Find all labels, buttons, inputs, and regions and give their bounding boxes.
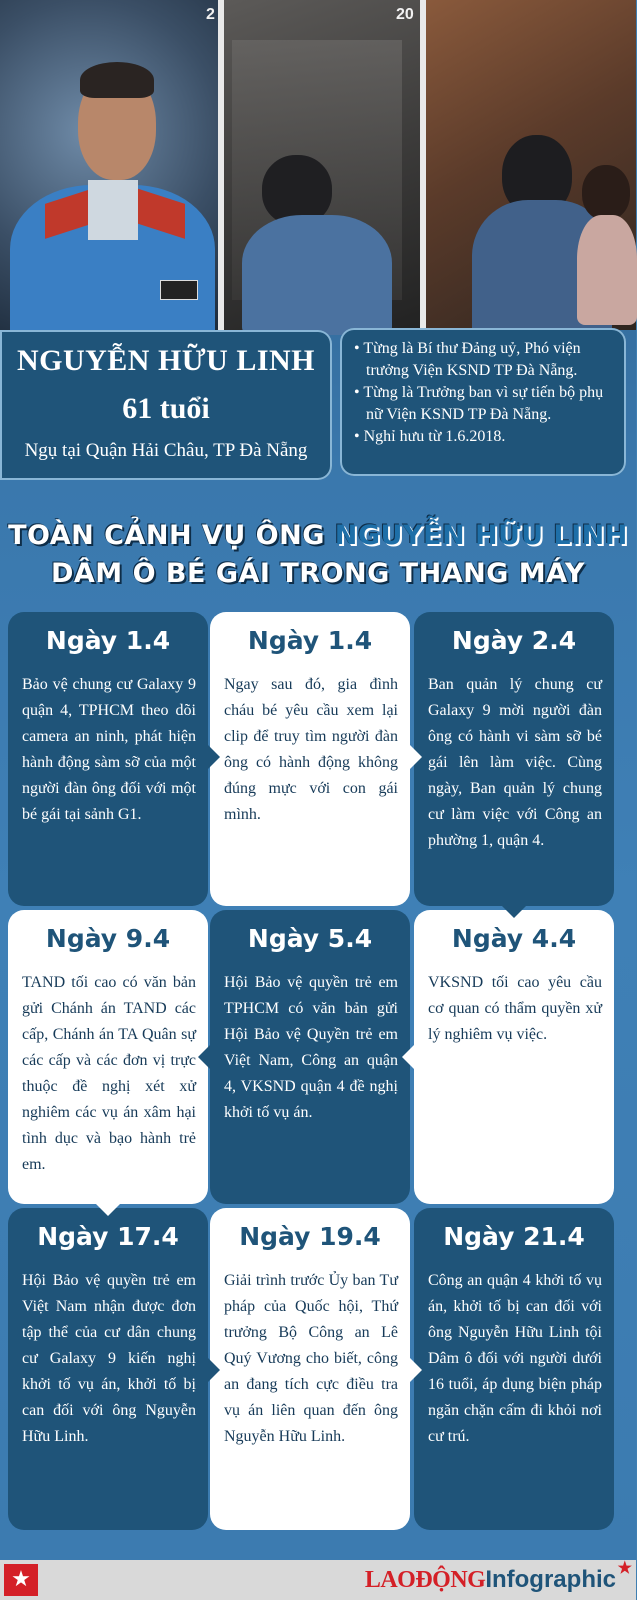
flow-arrow-right	[410, 745, 422, 769]
headline-prefix: TOÀN CẢNH VỤ ÔNG	[8, 520, 335, 551]
brand-section: Infographic	[485, 1566, 616, 1593]
event-text: Ngay sau đó, gia đình cháu bé yêu cầu xem lại clip để truy tìm người đàn ông có hành động không đúng mực với con gái mình.	[224, 676, 398, 823]
event-date: Ngày 17.4	[37, 1222, 179, 1251]
footer	[0, 1560, 636, 1600]
newspaper-logo-icon: ★	[4, 1564, 38, 1596]
hair-shape	[80, 62, 154, 98]
event-text: Bảo vệ chung cư Galaxy 9 quận 4, TPHCM theo dõi camera an ninh, phát hiện hành động sàm sỡ của một người đàn ông đối với một bé gái tại sảnh G1.	[22, 676, 196, 823]
event-text: TAND tối cao có văn bản gửi Chánh án TAND các cấp, Chánh án TA Quân sự các cấp và các đơn vị trực thuộc đề nghị xét xử nghiêm các vụ án xâm hại tình dục và bạo hành trẻ em.	[22, 974, 196, 1173]
person-age: 61 tuổi	[122, 392, 210, 425]
event-text: Công an quận 4 khởi tố vụ án, khởi tố bị can đối với ông Nguyễn Hữu Linh tội Dâm ô đối với người dưới 16 tuổi, áp dụng biện pháp ngăn chặn cấm đi khỏi nơi cư trú.	[428, 1272, 602, 1445]
bio-list	[340, 328, 626, 448]
event-card	[8, 1208, 208, 1530]
person-name: NGUYỄN HỮU LINH	[16, 344, 316, 377]
event-card	[8, 612, 208, 906]
flow-arrow-down	[502, 906, 526, 918]
flow-arrow-right	[208, 1358, 220, 1382]
photo-divider	[218, 0, 224, 330]
event-date: Ngày 21.4	[443, 1222, 585, 1251]
bio-item: • Từng là Bí thư Đảng uỷ, Phó viện trưởng Viện KSND TP Đà Nẵng.	[354, 340, 581, 379]
flow-arrow-left	[198, 1045, 210, 1069]
badge-shape	[160, 280, 198, 300]
event-date: Ngày 1.4	[247, 626, 373, 655]
cctv-photo-1	[206, 0, 422, 330]
event-date: Ngày 9.4	[45, 924, 171, 953]
headline-highlight: NGUYỄN HỮU LINH	[334, 520, 628, 551]
headline-line-2: DÂM Ô BÉ GÁI TRONG THANG MÁY	[51, 558, 585, 589]
bio-item: • Nghỉ hưu từ 1.6.2018.	[354, 428, 506, 445]
event-date: Ngày 4.4	[451, 924, 577, 953]
event-text: Ban quản lý chung cư Galaxy 9 mời người đàn ông có hành vi sàm sỡ bé gái lên làm việc. Cùng ngày, Ban quản lý chung cư làm việc với Công an phường 1, quận 4.	[428, 676, 602, 849]
brand-name: LAOĐỘNG	[364, 1567, 486, 1593]
event-card	[414, 1208, 614, 1530]
camera-number: 20	[396, 6, 414, 23]
child-head	[582, 165, 630, 220]
headline	[0, 518, 636, 594]
event-card	[210, 1208, 410, 1530]
brand-logo	[364, 1560, 632, 1594]
flow-arrow-down	[96, 1204, 120, 1216]
event-card	[8, 910, 208, 1204]
cctv-photo-2	[396, 0, 636, 330]
photo-divider	[420, 0, 426, 330]
event-date: Ngày 5.4	[247, 924, 373, 953]
star-icon: ★	[617, 1560, 632, 1577]
event-text: Hội Bảo vệ quyền trẻ em Việt Nam nhận được đơn tập thể của cư dân chung cư Galaxy 9 kiến nghị khởi tố vụ án, khởi tố bị can đối với ông Nguyễn Hữu Linh.	[22, 1272, 196, 1445]
shirt-shape	[88, 180, 138, 240]
child-body	[577, 215, 637, 325]
event-date: Ngày 1.4	[45, 626, 171, 655]
event-card	[210, 612, 410, 906]
event-card	[414, 910, 614, 1204]
portrait-photo	[0, 0, 222, 330]
event-text: Hội Bảo vệ quyền trẻ em TPHCM có văn bản gửi Hội Bảo vệ Quyền trẻ em Việt Nam, Công an quận 4, VKSND quận 4 đề nghị khởi tố vụ án.	[224, 974, 398, 1121]
event-card	[210, 910, 410, 1204]
man-body	[242, 215, 392, 335]
bio-item: • Từng là Trưởng ban vì sự tiến bộ phụ nữ Viện KSND TP Đà Nẵng.	[354, 384, 604, 423]
event-text: VKSND tối cao yêu cầu cơ quan có thẩm quyền xử lý nghiêm vụ việc.	[428, 974, 602, 1043]
event-date: Ngày 2.4	[451, 626, 577, 655]
event-text: Giải trình trước Ủy ban Tư pháp của Quốc hội, Thứ trưởng Bộ Công an Lê Quý Vương cho biết, công an đang tích cực điều tra vụ án liên quan đến ông Nguyễn Hữu Linh.	[224, 1272, 398, 1445]
headline-line-1	[0, 518, 636, 554]
bio-box	[340, 328, 626, 476]
flow-arrow-right	[410, 1358, 422, 1382]
person-info-box	[0, 330, 332, 480]
camera-number: 2	[206, 6, 215, 23]
flow-arrow-left	[402, 1045, 414, 1069]
event-card	[414, 612, 614, 906]
person-address: Ngụ tại Quận Hải Châu, TP Đà Nẵng	[24, 440, 308, 461]
flow-arrow-right	[208, 745, 220, 769]
event-date: Ngày 19.4	[239, 1222, 381, 1251]
